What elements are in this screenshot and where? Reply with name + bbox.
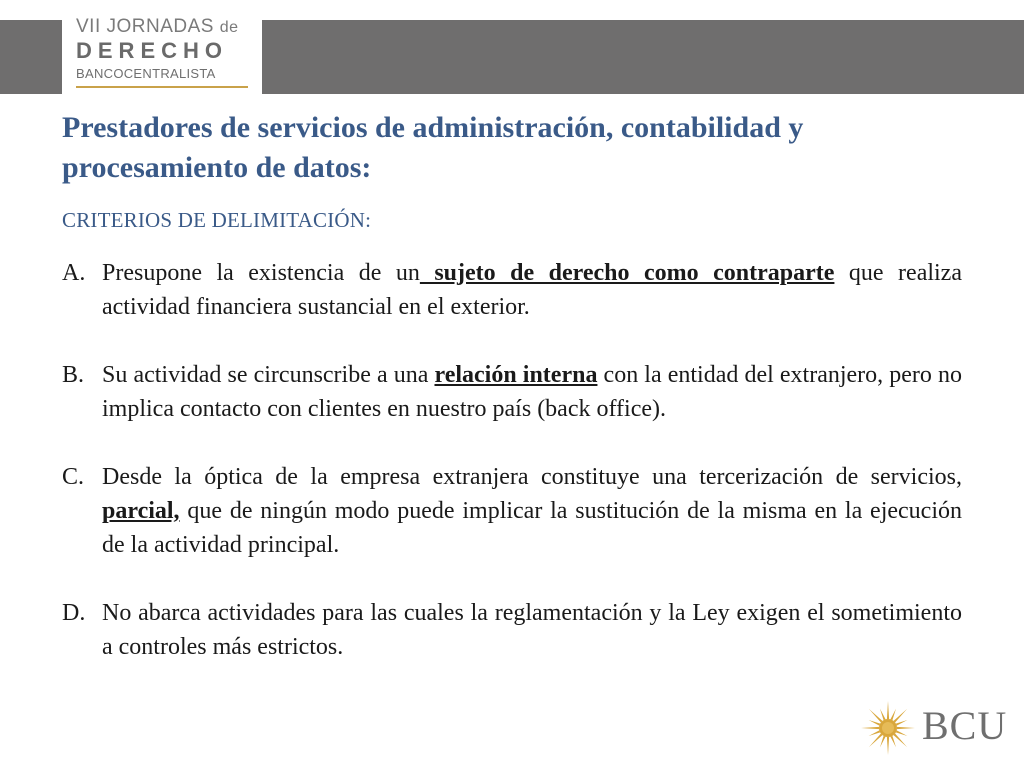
slide-subtitle: CRITERIOS DE DELIMITACIÓN:	[62, 208, 372, 232]
item-letter: B.	[62, 362, 85, 388]
bcu-logo-text: BCU	[922, 703, 1008, 748]
item-emphasis: sujeto de derecho como contraparte	[419, 260, 835, 286]
item-text: Presupone la existencia de un	[102, 260, 420, 286]
event-logo	[62, 0, 262, 94]
criteria-list	[62, 256, 962, 664]
logo-gold-rule	[76, 86, 248, 88]
item-emphasis: parcial,	[102, 498, 180, 524]
item-letter: C.	[62, 464, 85, 490]
item-emphasis: relación interna	[434, 362, 598, 388]
criteria-item-b	[62, 358, 962, 426]
item-text: Desde la óptica de la empresa extranjera constituye una tercerización de servicios,	[102, 464, 962, 490]
criteria-item-a	[62, 256, 962, 324]
sun-emblem-icon	[860, 700, 916, 756]
item-text: Su actividad se circunscribe a una	[102, 362, 435, 388]
item-letter: D.	[62, 600, 86, 626]
slide-title: Prestadores de servicios de administración, contabilidad y procesamiento de datos:	[62, 111, 804, 184]
item-letter: A.	[62, 260, 86, 286]
item-text: que realiza actividad financiera sustancial en el exterior.	[102, 260, 962, 320]
bcu-logo	[860, 700, 1010, 756]
item-text: que de ningún modo puede implicar la sustitución de la misma en la ejecución de la actividad principal.	[102, 498, 962, 558]
logo-line-3: BANCOCENTRALISTA	[76, 66, 216, 81]
item-text: con la entidad del extranjero, pero no implica contacto con clientes en nuestro país (back office).	[102, 362, 963, 422]
criteria-item-c	[62, 460, 962, 562]
logo-line-1: VII JORNADAS de	[76, 16, 239, 37]
item-text: No abarca actividades para las cuales la reglamentación y la Ley exigen el sometimiento a controles más estrictos.	[102, 600, 962, 660]
logo-line-2: DERECHO	[76, 38, 229, 63]
criteria-item-d	[62, 596, 962, 664]
